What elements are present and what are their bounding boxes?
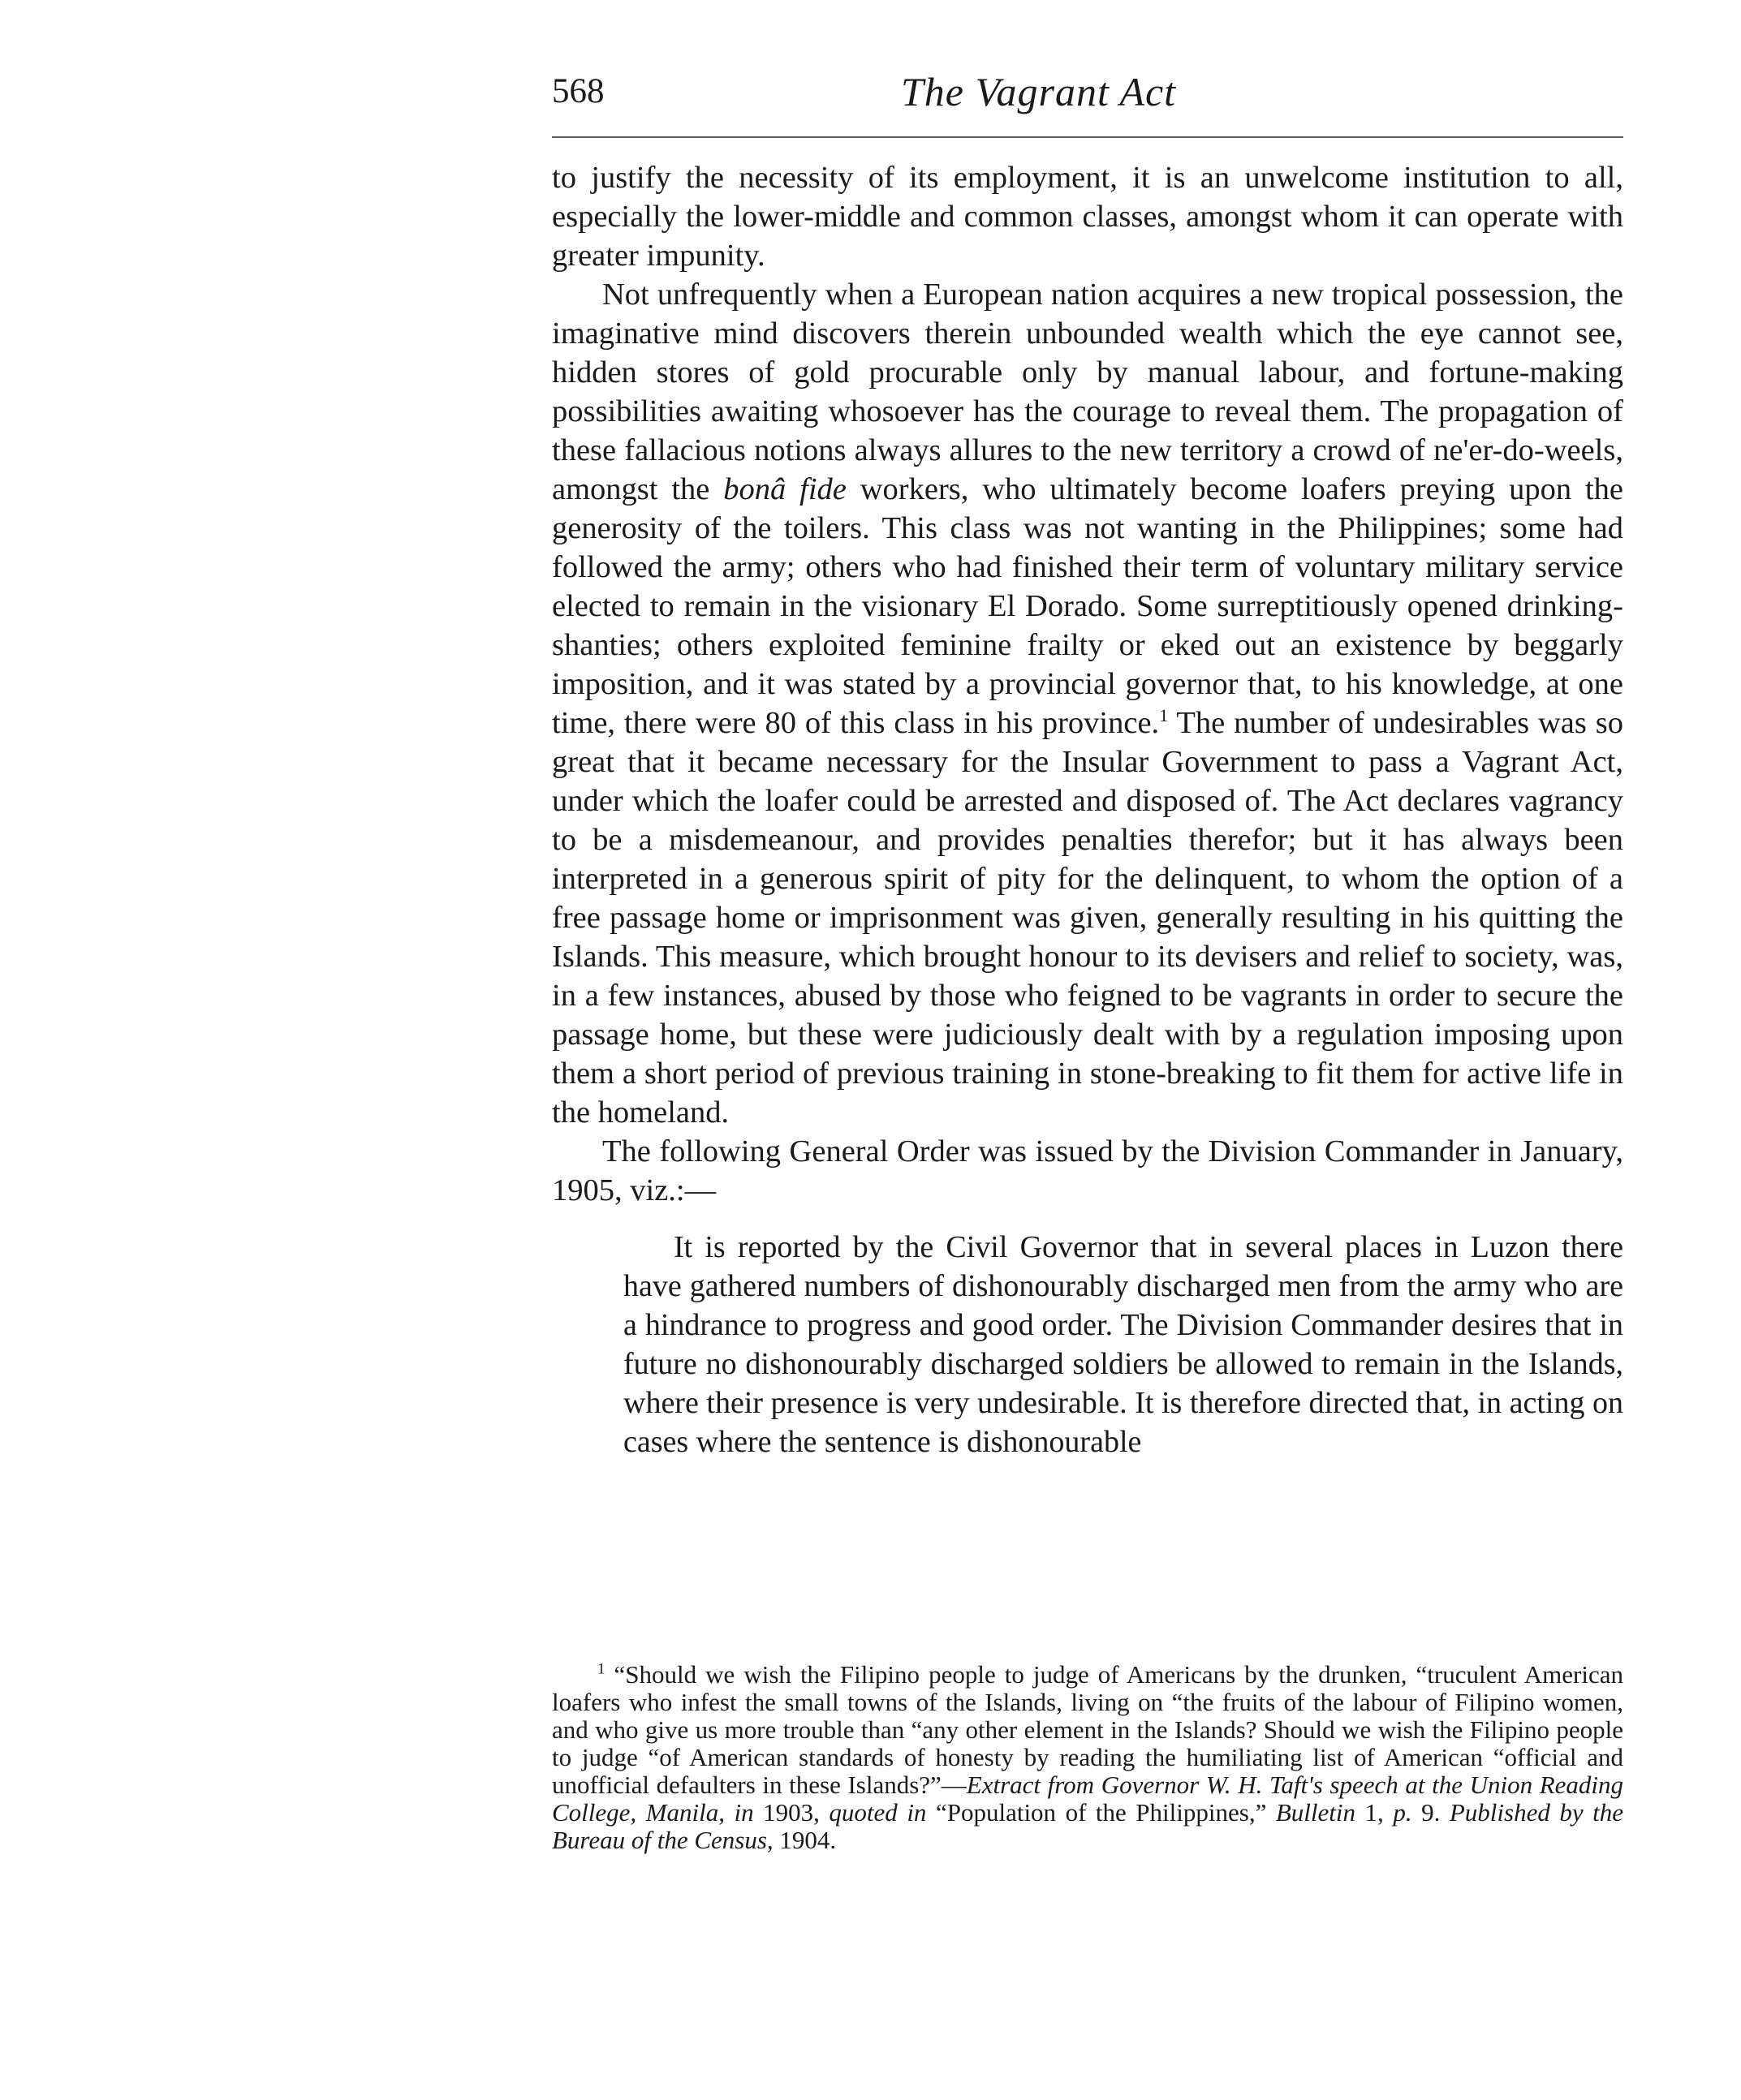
footnote-title: “Population of the Philippines,” [926,1798,1276,1827]
paragraph-text: The following General Order was issued by the Division Commander in January, 1905, viz.:— [552,1134,1623,1207]
paragraph-text: The number of undesirables was so great that it became necessary for the Insular Government to pass a Vagrant Act, under which the loafer could be arrested and disposed of. The Act declares vagrancy to be a misdemeanour, and provides penalties therefor; but it has always been interpreted in a generous spirit of pity for the delinquent, to whom the option of a free passage home or imprisonment was given, generally resulting in his quitting the Islands. This measure, which brought honour to its devisers and relief to society, was, in a few instances, abused by those who feigned to be vagrants in order to secure the passage home, but these were judiciously dealt with by a regulation imposing upon them a short period of previous training in stone-breaking to fit them for active life in the homeland. [552,706,1624,1130]
paragraph-general-order [552,1132,1623,1210]
paragraph-text: workers, who ultimately become loafers preying upon the generosity of the toilers. This class was not wanting in the Philippines; some had followed the army; others who had finished their term of voluntary military service elected to remain in the visionary El Dorado. Some surreptitiously opened drinking-shanties; others exploited feminine frailty or eked out an existence by beggarly imposition, and it was stated by a provincial governor that, to his knowledge, at one time, there were 80 of this class in his province. [552,472,1623,740]
italic-phrase: bonâ fide [723,472,847,506]
block-quote [623,1228,1623,1461]
footnote-quote: “Should we wish the Filipino people to judge of Americans by the drunken, “truculent American loafers who infest the small towns of the Islands, living on “the fruits of the labour of Filipino women, and who give us more trouble than “any other element in the Islands? Should we wish the Filipino people to judge “of American standards of honesty by reading the humiliating list of American “official and unofficial defaulters in these Islands?”— [552,1660,1623,1799]
footnote-citation: Published by the Bureau of the Census, [552,1798,1624,1854]
paragraph-text: to justify the necessity of its employment, it is an unwelcome institution to all, especially the lower-middle and common classes, amongst whom it can operate with greater impunity. [552,161,1623,273]
paragraph-text: Not unfrequently when a European nation acquires a new tropical possession, the imaginative mind discovers therein unbounded wealth which the eye cannot see, hidden stores of gold procurable only by manual labour, and fortune-making possibilities awaiting whosoever has the courage to reveal them. The propagation of these fallacious notions always allures to the new territory a crowd of ne'er-do-weels, amongst the [552,278,1623,506]
footnote-number: 1 [597,1660,605,1678]
footnote-citation: Bulletin [1275,1798,1356,1827]
quote-text: It is reported by the Civil Governor that in several places in Luzon there have gathered numbers of dishonourably discharged men from the army who are a hindrance to progress and good order. The Division Commander desires that in future no dishonourably discharged soldiers be allowed to remain in the Islands, where their presence is very undesirable. It is therefore directed that, in acting on cases where the sentence is dishonourable [623,1230,1623,1459]
footnote [552,1661,1623,1854]
footnote-year: 1903, [753,1798,830,1827]
footnote-reference: 1 [1159,705,1169,726]
running-head-title: The Vagrant Act [901,69,1177,114]
header-rule [552,136,1623,138]
page-number: 568 [552,72,605,110]
footnote-page: 9. [1411,1798,1450,1827]
paragraph-continuation [552,158,1623,275]
body-text [552,158,1623,1461]
footnote-year: 1904. [773,1826,837,1854]
paragraph-vagrants [552,275,1623,1132]
footnote-citation: quoted in [829,1798,927,1827]
footnote-number-text: 1, [1355,1798,1394,1827]
footnote-citation: Extract from Governor W. H. Taft's speech at the Union Reading College, Manila, in [552,1771,1623,1827]
footnote-citation: p. [1393,1798,1412,1827]
